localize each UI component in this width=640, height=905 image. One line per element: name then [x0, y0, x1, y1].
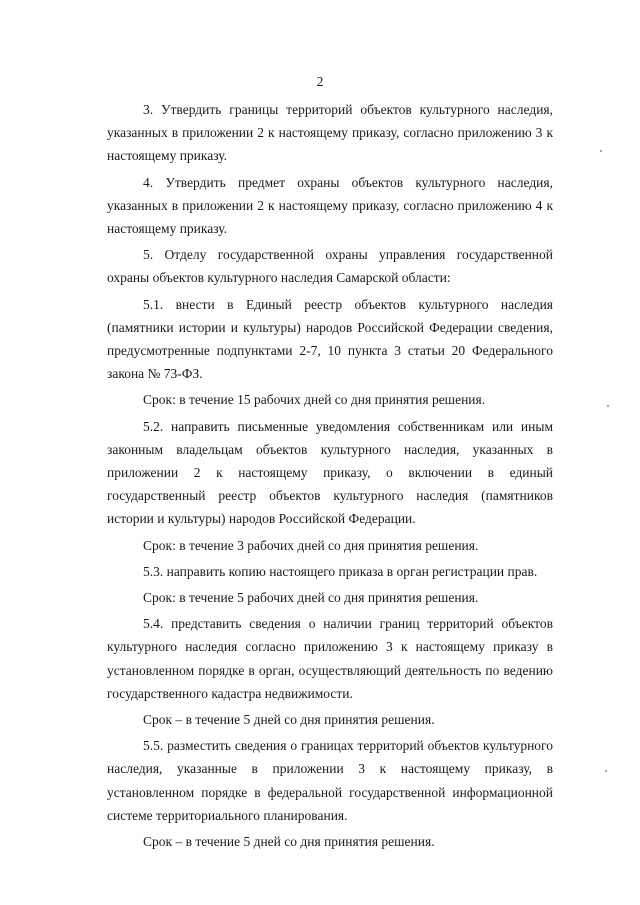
- paragraph-item-4: 4. Утвердить предмет охраны объектов культурного наследия, указанных в приложении 2 к настоящему приказу, согласно приложению 4 к настоящему приказу.: [107, 174, 553, 237]
- paragraph-item-5-3: 5.3. направить копию настоящего приказа в орган регистрации прав.: [143, 563, 538, 579]
- scan-speck: [607, 405, 609, 407]
- paragraph-item-3: 3. Утвердить границы территорий объектов культурного наследия, указанных в приложении 2 к настоящему приказу, согласно приложению 3 к настоящему приказу.: [107, 102, 553, 164]
- deadline-5-3: Срок: в течение 5 рабочих дней со дня принятия решения.: [143, 590, 479, 606]
- deadline-5-5: Срок – в течение 5 дней со дня принятия решения.: [143, 834, 435, 850]
- deadline-5-1: Срок: в течение 15 рабочих дней со дня принятия решения.: [143, 392, 486, 408]
- document-body: [107, 98, 553, 853]
- deadline-5-4: Срок – в течение 5 дней со дня принятия решения.: [143, 712, 435, 728]
- deadline-5-2: Срок: в течение 3 рабочих дней со дня принятия решения.: [143, 537, 479, 553]
- paragraph-item-5-5: 5.5. разместить сведения о границах территорий объектов культурного наследия, указанные в приложении 3 к настоящему приказу, в установленном порядке в федеральной государственной информационной системе территориального планирования.: [107, 738, 553, 823]
- paragraph-item-5-1: 5.1. внести в Единый реестр объектов культурного наследия (памятники истории и культуры) народов Российской Федерации сведения, предусмотренные подпунктами 2-7, 10 пункта 3 статьи 20 Федерального закона № 73-ФЗ.: [107, 296, 553, 382]
- paragraph-item-5-4: 5.4. представить сведения о наличии границ территорий объектов культурного наследия согласно приложению 3 к настоящему приказу в установленном порядке в орган, осуществляющий деятельность по ведению государственного кадастра недвижимости.: [107, 616, 553, 701]
- scan-speck: [600, 150, 602, 152]
- scan-speck: [605, 770, 607, 772]
- page-number: 2: [316, 74, 324, 89]
- paragraph-item-5-2: 5.2. направить письменные уведомления собственникам или иным законным владельцам объектов культурного наследия, указанных в приложении 2 к настоящему приказу, о включении в единый государственный реестр объектов культурного наследия (памятников истории и культуры) народов Российской Федерации.: [107, 418, 553, 527]
- paragraph-item-5: 5. Отделу государственной охраны управления государственной охраны объектов культурного наследия Самарской области:: [107, 247, 553, 286]
